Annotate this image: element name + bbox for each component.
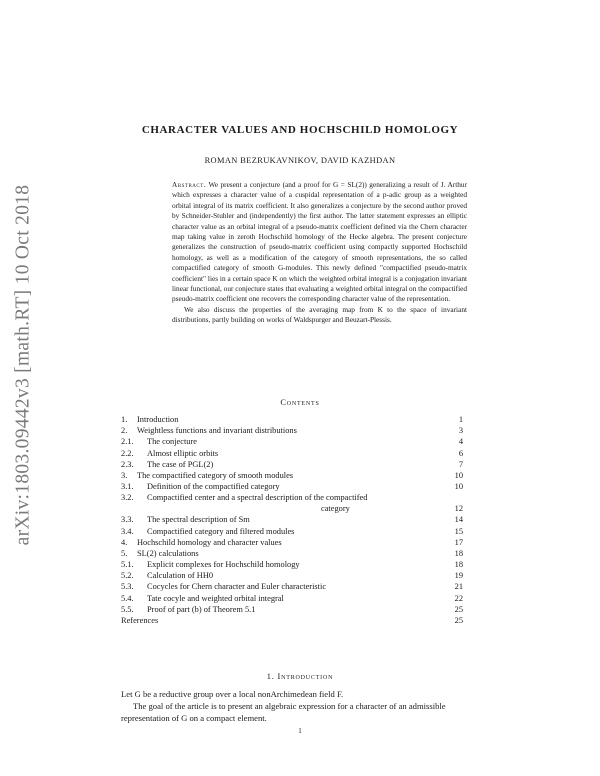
body-paragraph-2: The goal of the article is to present an algebraic expression for a character of an admissible representation of G on a compact element.: [121, 701, 446, 724]
toc-entry[interactable]: [121, 604, 463, 615]
toc-page: 25: [454, 616, 463, 625]
paper-title: CHARACTER VALUES AND HOCHSCHILD HOMOLOGY: [141, 124, 459, 136]
toc-page: 18: [454, 560, 463, 570]
toc-number: 3.4.: [121, 526, 134, 536]
toc-number: 4.: [121, 537, 128, 547]
toc-entry[interactable]: [121, 615, 463, 626]
toc-entry[interactable]: [121, 593, 463, 604]
toc-number: 2.2.: [121, 448, 134, 458]
toc-entry[interactable]: [121, 448, 463, 459]
toc-entry[interactable]: [121, 414, 463, 425]
toc-page: 4: [458, 437, 463, 447]
toc-number: 3.: [121, 470, 128, 480]
toc-label: References: [121, 616, 159, 625]
toc-page: 10: [454, 482, 463, 492]
abstract: [172, 180, 467, 326]
body-text: [121, 688, 463, 725]
toc-entry[interactable]: [121, 492, 463, 514]
toc-label: The compactified category of smooth modules: [137, 470, 294, 480]
toc-page: 3: [458, 426, 463, 436]
table-of-contents: [121, 414, 463, 626]
toc-number: 5.4.: [121, 593, 134, 603]
toc-number: 2.3.: [121, 459, 134, 469]
toc-label: Definition of the compactified category: [147, 482, 280, 492]
abstract-paragraph-1: [172, 180, 467, 305]
toc-label: Calculation of HH0: [147, 571, 214, 581]
toc-number: 2.: [121, 426, 128, 436]
toc-page: 1: [458, 415, 463, 424]
paper-authors: ROMAN BEZRUKAVNIKOV, DAVID KAZHDAN: [204, 156, 396, 165]
toc-entry[interactable]: [121, 470, 463, 481]
toc-entry[interactable]: [121, 526, 463, 537]
abstract-text-1: We present a conjecture (and a proof for G = SL(2)) generalizing a result of J. Arthur which expresses a character value of a cuspidal representation of a p-adic group as a weighted orbital integral of its matrix coefficient. It also generalizes a conjecture by the second author proved by Schneider-Stuhler and (independently) the first author. The latter statement expresses an elliptic character value as an orbital integral of a pseudo-matrix coefficient defined via the Chern character map taking value in zeroth Hochschild homology of the Hecke algebra. The present conjecture generalizes the construction of pseudo-matrix coefficient using compactly supported Hochschild homology, as well as a modification of the category of smooth representations, the so called compactified category of smooth G-modules. This newly defined "compactified pseudo-matrix coefficient" lies in a certain space K on which the weighted orbital integral is a conjugation invariant linear functional, our conjecture states that evaluating a weighted orbital integral on the compactified pseudo-matrix coefficient one recovers the corresponding character value of the representation.: [172, 180, 468, 304]
toc-label: Almost elliptic orbits: [147, 448, 219, 458]
toc-entry[interactable]: [121, 436, 463, 447]
toc-entry[interactable]: [121, 537, 463, 548]
toc-entry[interactable]: [121, 559, 463, 570]
toc-page: 10: [454, 470, 463, 480]
toc-number: 1.: [121, 415, 128, 424]
toc-page: 17: [454, 537, 463, 547]
toc-entry[interactable]: [121, 581, 463, 592]
toc-label: Compactified center and a spectral description of the compactifed: [147, 493, 368, 503]
toc-label: Tate cocyle and weighted orbital integral: [147, 593, 284, 603]
toc-label: Proof of part (b) of Theorem 5.1: [147, 604, 256, 614]
arxiv-stamp: [6, 170, 40, 560]
toc-page: 25: [454, 604, 463, 614]
toc-label: The spectral description of Sm: [147, 515, 250, 525]
toc-entry[interactable]: [121, 570, 463, 581]
section-heading-introduction: 1. Introduction: [266, 672, 334, 681]
toc-page: 12: [454, 504, 463, 514]
toc-page: 19: [454, 571, 463, 581]
toc-page: 14: [454, 515, 463, 525]
toc-number: 3.1.: [121, 482, 134, 492]
toc-label: The conjecture: [147, 437, 197, 447]
toc-label: SL(2) calculations: [137, 548, 199, 558]
toc-number: 5.1.: [121, 560, 134, 570]
toc-entry[interactable]: [121, 548, 463, 559]
toc-number: 5.5.: [121, 604, 134, 614]
toc-label: Introduction: [137, 415, 179, 424]
toc-number: 3.3.: [121, 515, 134, 525]
toc-label: Weightless functions and invariant distributions: [137, 426, 297, 436]
toc-label: Compactified category and filtered modules: [147, 526, 295, 536]
toc-page: 15: [454, 526, 463, 536]
toc-number: 5.: [121, 548, 128, 558]
toc-entry[interactable]: [121, 481, 463, 492]
toc-entry[interactable]: [121, 459, 463, 470]
abstract-label: Abstract.: [172, 180, 207, 189]
toc-page: 22: [454, 593, 463, 603]
toc-number: 5.3.: [121, 582, 134, 592]
toc-label: The case of PGL(2): [147, 459, 214, 469]
toc-label-continuation: category: [321, 504, 350, 514]
toc-page: 6: [458, 448, 463, 458]
toc-number: 3.2.: [121, 493, 134, 503]
toc-number: 5.2.: [121, 571, 134, 581]
toc-page: 7: [458, 459, 463, 469]
arxiv-id: arXiv:1803.09442v3 [math.RT] 10 Oct 2018: [12, 184, 34, 546]
body-paragraph-1: Let G be a reductive group over a local nonArchimedean field F.: [121, 689, 344, 699]
toc-label: Cocycles for Chern character and Euler characteristic: [147, 582, 327, 592]
toc-label: Hochschild homology and character values: [137, 537, 282, 547]
toc-label: Explicit complexes for Hochschild homology: [147, 560, 300, 570]
page-number: 1: [298, 727, 302, 735]
toc-entry[interactable]: [121, 514, 463, 525]
abstract-paragraph-2: We also discuss the properties of the averaging map from K to the space of invariant distributions, partly building on works of Waldspurger and Beuzart-Plessis.: [172, 304, 467, 325]
toc-page: 21: [454, 582, 463, 592]
toc-entry[interactable]: [121, 425, 463, 436]
contents-heading: Contents: [280, 398, 320, 407]
toc-number: 2.1.: [121, 437, 134, 447]
toc-page: 18: [454, 548, 463, 558]
